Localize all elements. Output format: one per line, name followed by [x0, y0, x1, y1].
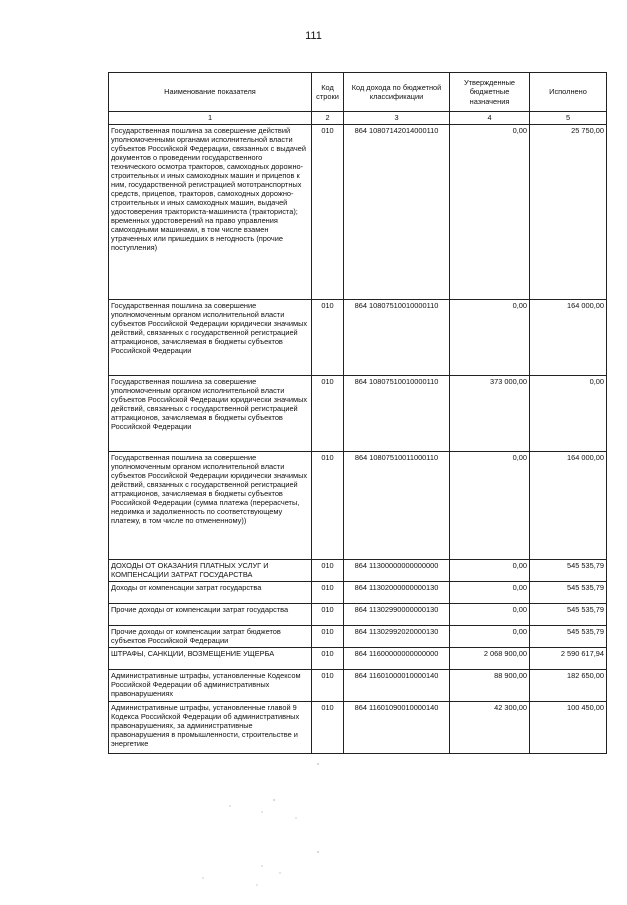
row-name: Государственная пошлина за совершение уполномоченным органом исполнительной власти субъектов Российской Федерации юридически значимых действий, связанных с государственной регистрацией аттракционов, зачисляемая в бюджеты субъектов Российской Федерации — [109, 300, 312, 376]
row-approved: 0,00 — [450, 452, 530, 560]
row-name: Административные штрафы, установленные главой 9 Кодекса Российской Федерации об административных правонарушениях, за административные правонарушения в промышленности, строительстве и энергетике — [109, 702, 312, 754]
header-kbk: Код дохода по бюджетной классификации — [344, 73, 450, 112]
header-name: Наименование показателя — [109, 73, 312, 112]
row-kbk: 864 10807142014000110 — [344, 125, 450, 300]
row-name: Доходы от компенсации затрат государства — [109, 582, 312, 604]
row-code: 010 — [312, 376, 344, 452]
row-name: Государственная пошлина за совершение уполномоченным органом исполнительной власти субъектов Российской Федерации юридически значимых действий, связанных с государственной регистрацией аттракционов, зачисляемая в бюджеты субъектов Российской Федерации — [109, 376, 312, 452]
header-code: Код строки — [312, 73, 344, 112]
row-code: 010 — [312, 626, 344, 648]
row-kbk: 864 11601090010000140 — [344, 702, 450, 754]
row-code: 010 — [312, 702, 344, 754]
row-approved: 88 900,00 — [450, 670, 530, 702]
row-kbk: 864 11600000000000000 — [344, 648, 450, 670]
row-executed: 2 590 617,94 — [530, 648, 607, 670]
row-name: Прочие доходы от компенсации затрат государства — [109, 604, 312, 626]
column-number: 5 — [530, 112, 607, 125]
row-name: Административные штрафы, установленные Кодексом Российской Федерации об административных правонарушениях — [109, 670, 312, 702]
row-executed: 25 750,00 — [530, 125, 607, 300]
row-kbk: 864 11302000000000130 — [344, 582, 450, 604]
row-kbk: 864 11302990000000130 — [344, 604, 450, 626]
row-executed: 164 000,00 — [530, 452, 607, 560]
row-approved: 0,00 — [450, 582, 530, 604]
column-number: 2 — [312, 112, 344, 125]
table-header-row — [109, 73, 607, 112]
row-kbk: 864 10807510010000110 — [344, 376, 450, 452]
row-approved: 0,00 — [450, 604, 530, 626]
row-approved: 0,00 — [450, 125, 530, 300]
row-approved: 373 000,00 — [450, 376, 530, 452]
row-code: 010 — [312, 452, 344, 560]
table-row — [109, 670, 607, 702]
row-name: ДОХОДЫ ОТ ОКАЗАНИЯ ПЛАТНЫХ УСЛУГ И КОМПЕНСАЦИИ ЗАТРАТ ГОСУДАРСТВА — [109, 560, 312, 582]
row-name: ШТРАФЫ, САНКЦИИ, ВОЗМЕЩЕНИЕ УЩЕРБА — [109, 648, 312, 670]
table-row — [109, 626, 607, 648]
table-row — [109, 300, 607, 376]
row-name: Государственная пошлина за совершение действий уполномоченными органами исполнительной власти субъектов Российской Федерации, связанных с выдачей документов о проведении государственного технического осмотра тракторов, самоходных дорожно-строительных и иных самоходных машин и прицепов к ним, государственной регистрацией мототранспортных средств, прицепов, тракторов, самоходных дорожно-строительных и иных самоходных машин, выдачей удостоверения тракториста-машиниста (тракториста); временных удостоверений на право управления самоходными машинами, в том числе взамен утраченных или пришедших в негодность (прочие поступления) — [109, 125, 312, 300]
table-row — [109, 125, 607, 300]
row-kbk: 864 10807510010000110 — [344, 300, 450, 376]
row-code: 010 — [312, 648, 344, 670]
row-executed: 182 650,00 — [530, 670, 607, 702]
row-approved: 2 068 900,00 — [450, 648, 530, 670]
header-approved: Утвержденные бюджетные назначения — [450, 73, 530, 112]
row-code: 010 — [312, 604, 344, 626]
page-number: 111 — [305, 30, 322, 42]
row-executed: 545 535,79 — [530, 604, 607, 626]
row-approved: 0,00 — [450, 300, 530, 376]
table-row — [109, 452, 607, 560]
header-executed: Исполнено — [530, 73, 607, 112]
table-row — [109, 702, 607, 754]
row-executed: 0,00 — [530, 376, 607, 452]
table-row — [109, 604, 607, 626]
column-number: 4 — [450, 112, 530, 125]
row-executed: 545 535,79 — [530, 626, 607, 648]
row-executed: 545 535,79 — [530, 560, 607, 582]
row-kbk: 864 11601000010000140 — [344, 670, 450, 702]
column-number: 1 — [109, 112, 312, 125]
row-code: 010 — [312, 670, 344, 702]
row-kbk: 864 11300000000000000 — [344, 560, 450, 582]
row-code: 010 — [312, 125, 344, 300]
row-executed: 545 535,79 — [530, 582, 607, 604]
row-kbk: 864 11302992020000130 — [344, 626, 450, 648]
row-code: 010 — [312, 582, 344, 604]
row-executed: 100 450,00 — [530, 702, 607, 754]
row-name: Прочие доходы от компенсации затрат бюджетов субъектов Российской Федерации — [109, 626, 312, 648]
row-approved: 42 300,00 — [450, 702, 530, 754]
row-approved: 0,00 — [450, 626, 530, 648]
column-number: 3 — [344, 112, 450, 125]
budget-report-table — [108, 72, 607, 754]
row-kbk: 864 10807510011000110 — [344, 452, 450, 560]
row-code: 010 — [312, 300, 344, 376]
row-approved: 0,00 — [450, 560, 530, 582]
row-code: 010 — [312, 560, 344, 582]
table-row — [109, 376, 607, 452]
row-executed: 164 000,00 — [530, 300, 607, 376]
table-row — [109, 560, 607, 582]
row-name: Государственная пошлина за совершение уполномоченным органом исполнительной власти субъектов Российской Федерации юридически значимых действий, связанных с государственной регистрацией аттракционов, зачисляемая в бюджеты субъектов Российской Федерации (сумма платежа (перерасчеты, недоимка и задолженность по соответствующему платежу, в том числе по отмененному)) — [109, 452, 312, 560]
column-number-row — [109, 112, 607, 125]
table-row — [109, 648, 607, 670]
table-row — [109, 582, 607, 604]
